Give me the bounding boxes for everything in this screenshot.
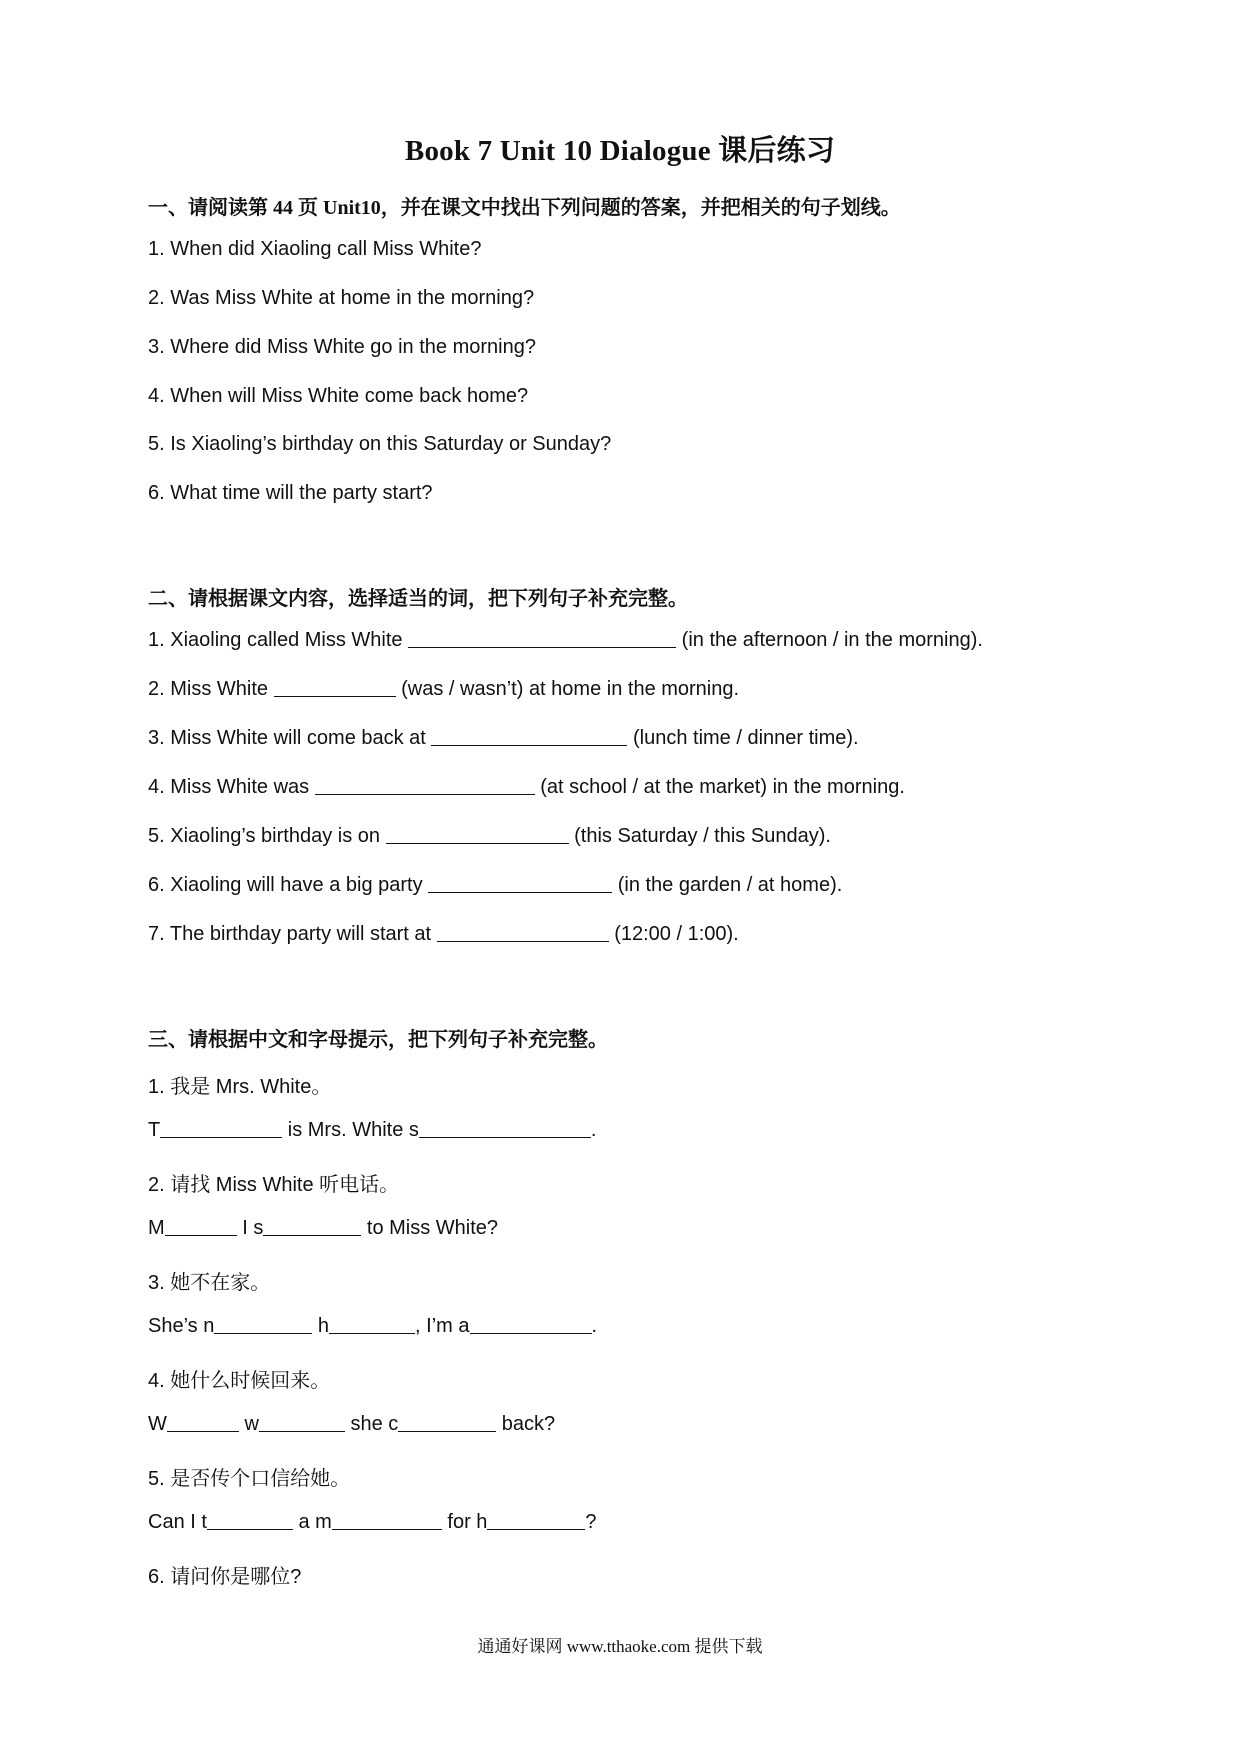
sentence-options: (lunch time / dinner time). — [627, 727, 859, 749]
sentence-options: (this Saturday / this Sunday). — [568, 825, 831, 847]
fill-sentence-7 — [148, 923, 739, 946]
sentence-text: 4. Miss White was — [148, 776, 315, 798]
fill-sentence-5 — [148, 825, 831, 848]
sentence-options: (in the afternoon / in the morning). — [676, 629, 983, 651]
letter-hint: T — [148, 1119, 161, 1141]
sentence-text: 1. Xiaoling called Miss White — [148, 629, 409, 651]
answer-blank[interactable] — [428, 874, 612, 893]
english-blank-line-3 — [148, 1315, 597, 1338]
sentence-text: 2. Miss White — [148, 678, 274, 700]
page-footer: 通通好课网 www.tthaoke.com 提供下载 — [477, 1637, 763, 1656]
answer-blank[interactable] — [431, 727, 627, 746]
answer-blank[interactable] — [487, 1511, 585, 1530]
english-blank-line-1 — [148, 1119, 596, 1142]
letter-hint: I s — [236, 1217, 264, 1239]
section1-heading: 一、请阅读第 44 页 Unit10，并在课文中找出下列问题的答案，并把相关的句子划线。 — [148, 197, 901, 219]
answer-blank[interactable] — [419, 1119, 591, 1138]
section3-heading: 三、请根据中文和字母提示，把下列句子补充完整。 — [148, 1029, 608, 1051]
answer-blank[interactable] — [386, 825, 569, 844]
sentence-end: . — [590, 1119, 597, 1141]
sentence-end: ? — [585, 1511, 597, 1533]
page-title: Book 7 Unit 10 Dialogue 课后练习 — [404, 135, 836, 167]
question-6: 6. What time will the party start? — [148, 482, 433, 504]
question-5: 5. Is Xiaoling’s birthday on this Saturday or Sunday? — [148, 433, 612, 455]
sentence-options: (at school / at the market) in the morning. — [534, 776, 905, 798]
section2-heading: 二、请根据课文内容，选择适当的词，把下列句子补充完整。 — [148, 588, 688, 610]
english-blank-line-2 — [148, 1217, 498, 1240]
sentence-text: 6. Xiaoling will have a big party — [148, 874, 429, 896]
sentence-text: 5. Xiaoling’s birthday is on — [148, 825, 386, 847]
chinese-prompt-2: 2. 请找 Miss White 听电话。 — [148, 1174, 400, 1196]
letter-hint: for h — [441, 1511, 488, 1533]
fill-sentence-6 — [148, 874, 842, 897]
answer-blank[interactable] — [259, 1413, 345, 1432]
sentence-options: (was / wasn’t) at home in the morning. — [395, 678, 740, 700]
answer-blank[interactable] — [214, 1315, 312, 1334]
letter-hint: she c — [344, 1413, 399, 1435]
answer-blank[interactable] — [274, 678, 396, 697]
letter-hint: is Mrs. White s — [282, 1119, 419, 1141]
letter-hint: M — [148, 1217, 165, 1239]
answer-blank[interactable] — [167, 1413, 239, 1432]
answer-blank[interactable] — [207, 1511, 293, 1530]
fill-sentence-4 — [148, 776, 905, 799]
answer-blank[interactable] — [263, 1217, 361, 1236]
letter-hint: Can I t — [148, 1511, 207, 1533]
sentence-options: (12:00 / 1:00). — [608, 923, 739, 945]
sentence-text: 3. Miss White will come back at — [148, 727, 432, 749]
sentence-end: back? — [496, 1413, 556, 1435]
answer-blank[interactable] — [332, 1511, 442, 1530]
question-4: 4. When will Miss White come back home? — [148, 385, 529, 407]
answer-blank[interactable] — [160, 1119, 282, 1138]
letter-hint: h — [312, 1315, 330, 1337]
answer-blank[interactable] — [437, 923, 609, 942]
answer-blank[interactable] — [165, 1217, 237, 1236]
answer-blank[interactable] — [470, 1315, 592, 1334]
chinese-prompt-3: 3. 她不在家。 — [148, 1272, 271, 1294]
english-blank-line-5 — [148, 1511, 597, 1534]
chinese-prompt-6: 6. 请问你是哪位? — [148, 1566, 302, 1588]
sentence-text: 7. The birthday party will start at — [148, 923, 437, 945]
chinese-prompt-5: 5. 是否传个口信给她。 — [148, 1468, 351, 1490]
sentence-end: to Miss White? — [361, 1217, 499, 1239]
fill-sentence-2 — [148, 678, 739, 701]
letter-hint: w — [238, 1413, 259, 1435]
letter-hint: W — [148, 1413, 167, 1435]
letter-hint: She’s n — [148, 1315, 215, 1337]
fill-sentence-3 — [148, 727, 859, 750]
answer-blank[interactable] — [408, 629, 676, 648]
answer-blank[interactable] — [398, 1413, 496, 1432]
chinese-prompt-4: 4. 她什么时候回来。 — [148, 1370, 331, 1392]
answer-blank[interactable] — [329, 1315, 415, 1334]
question-1: 1. When did Xiaoling call Miss White? — [148, 238, 482, 260]
letter-hint: a m — [292, 1511, 332, 1533]
sentence-end: . — [591, 1315, 598, 1337]
letter-hint: , I’m a — [415, 1315, 470, 1337]
fill-sentence-1 — [148, 629, 983, 652]
chinese-prompt-1: 1. 我是 Mrs. White。 — [148, 1076, 332, 1098]
english-blank-line-4 — [148, 1413, 555, 1436]
question-2: 2. Was Miss White at home in the morning? — [148, 287, 535, 309]
question-3: 3. Where did Miss White go in the morning? — [148, 336, 536, 358]
sentence-options: (in the garden / at home). — [612, 874, 843, 896]
answer-blank[interactable] — [315, 776, 535, 795]
